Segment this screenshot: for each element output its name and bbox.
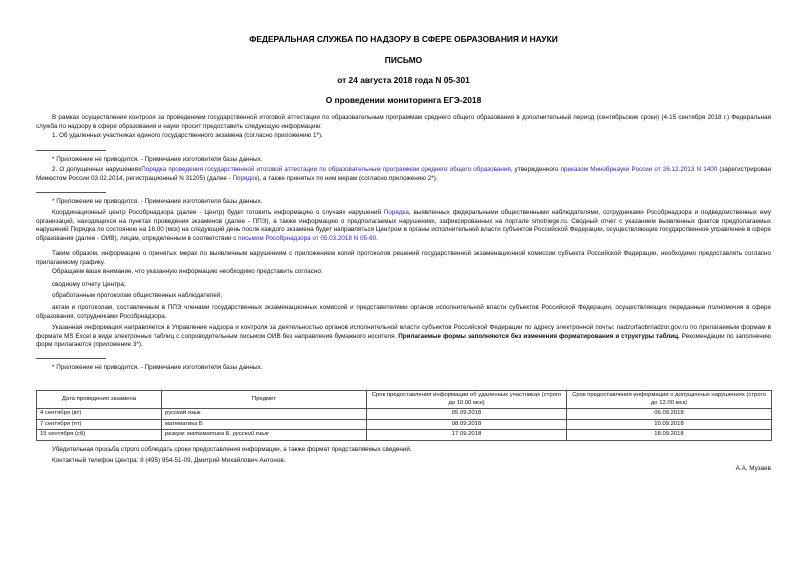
list-item: обработанным протоколам общественных наблюдателей; bbox=[52, 292, 223, 299]
cell-removed-deadline: 17.09.2018 bbox=[367, 430, 567, 441]
cell-violations-deadline: 18.09.2018 bbox=[567, 430, 772, 441]
footnote-2: * Приложение не приводится. - Примечание изготовителя базы данных. bbox=[52, 198, 263, 205]
doc-type: ПИСЬМО bbox=[384, 55, 423, 65]
contact-paragraph: Контактный телефон Центра: 8 (495) 954-51-09, Дмитрий Михайлович Антонов. bbox=[52, 457, 286, 464]
footnote-divider bbox=[36, 358, 106, 359]
table-row bbox=[37, 409, 772, 420]
table-row bbox=[37, 430, 772, 441]
list-item: актам и протоколам, составленным в ППЭ членами государственных экзаменационных комиссий и представителями органов исполнительной власти субъектов Российской Федерации, осуществляющих переданные полномочия в сфере образования, сотрудниками Рособрнадзора. bbox=[36, 304, 771, 320]
item-1: 1. Об удаленных участниках единого государственного экзамена (согласно приложению 1*). bbox=[52, 132, 323, 139]
table-header-row bbox=[37, 391, 772, 409]
attention-paragraph: Обращаем ваше внимание, что указанную информацию необходимо представить согласно: bbox=[52, 268, 323, 275]
doc-subject: О проведении мониторинга ЕГЭ-2018 bbox=[325, 95, 482, 105]
agency-title: ФЕДЕРАЛЬНАЯ СЛУЖБА ПО НАДЗОРУ В СФЕРЕ ОБРАЗОВАНИЯ И НАУКИ bbox=[249, 34, 558, 44]
list-item: сводному отчету Центра; bbox=[52, 281, 126, 288]
item-2-paragraph bbox=[36, 166, 771, 183]
header-exam-date: Дата проведения экзамена bbox=[37, 391, 162, 409]
cell-removed-deadline: 05.09.2018 bbox=[367, 409, 567, 420]
coordination-text-b: , выявленных федеральными общественными наблюдателями, сотрудниками Рособрнадзора и подведомственных ему организаций, находящихся на пунктах проведения экзаменов (далее - ППЭ), а также информацию о предполагаемых нарушениях, зафиксированных на портале smotriege.ru. Сводный отчет с указанием выявленных фактов предполагаемых нарушений Порядка по состоянию на 16.00 (мск) на следующий день после каждого экзамена будет направляться Центром в органы исполнительной власти субъектов Российской Федерации, осуществляющие государственное управление в сфере образования (далее - ОИВ), лицам, определенным в соответствии с bbox=[36, 209, 771, 242]
cell-subject: русский язык bbox=[162, 409, 367, 420]
footnote-divider bbox=[36, 192, 106, 193]
footnote-3: * Приложение не приводится. - Примечание изготовителя базы данных. bbox=[52, 364, 263, 371]
cell-subject: резерв: математика Б, русский язык bbox=[162, 430, 367, 441]
send-text-c: Рекомендации по заполнению форм прилагаются (приложение 3*). bbox=[36, 332, 772, 349]
send-info-paragraph bbox=[36, 324, 771, 350]
doc-date-number: от 24 августа 2018 года N 05-301 bbox=[337, 75, 470, 85]
cell-violations-deadline: 10.09.2018 bbox=[567, 419, 772, 430]
coordination-text-a: Координационный центр Рособрнадзора (далее - Центр) будет готовить информацию о случаях нарушений bbox=[52, 209, 384, 216]
item-2-text-d: ), а также принятых по ним мерам (согласно приложению 2*). bbox=[257, 174, 438, 182]
schedule-table bbox=[36, 390, 772, 441]
header-removed-deadline: Срок предоставления информации об удаленных участниках (строго до 10.00 мск) bbox=[367, 391, 567, 409]
item-2-text-b: , утвержденного bbox=[510, 166, 559, 173]
cell-removed-deadline: 08.09.2018 bbox=[367, 419, 567, 430]
header-violations-deadline: Срок предоставления информации о допущенных нарушениях (строго до 12.00 мск) bbox=[567, 391, 772, 409]
poryadok-short-link[interactable]: Порядок bbox=[232, 174, 258, 182]
footnote-divider bbox=[36, 150, 106, 151]
prikaz-link[interactable]: приказом Минобрнауки России от 26.12.2013 N 1400 bbox=[560, 166, 718, 173]
cell-exam-date: 15 сентября (сб) bbox=[37, 430, 162, 441]
footnote-1: * Приложение не приводится. - Примечание изготовителя базы данных. bbox=[52, 156, 263, 163]
rosobrnadzor-letter-link[interactable]: письмом Рособрнадзора от 05.03.2018 N 05-60 bbox=[238, 234, 377, 242]
request-paragraph: Убедительная просьба строго соблюдать сроки предоставления информации, а также формат представляемых сведений. bbox=[52, 446, 412, 453]
intro-paragraph: В рамках осуществления контроля за проведением государственной итоговой аттестации по образовательным программам среднего общего образования в дополнительный период (сентябрьские сроки) (4-15 сентября 2018 г.) Федеральная служба по надзору в сфере образования и науки просит предоставить следующую информацию: bbox=[36, 114, 771, 130]
coordination-poryadok-link[interactable]: Порядка bbox=[383, 209, 409, 216]
cell-subject: математика Б bbox=[162, 419, 367, 430]
item-2-text-c: (зарегистрирован Минюстом России 03.02.2014, регистрационный N 31205) (далее - bbox=[36, 166, 771, 182]
signature: А.А. Музаев bbox=[735, 465, 771, 472]
item-2-text-a: 2. О допущенных нарушениях bbox=[52, 166, 142, 173]
poryadok-link[interactable]: Порядка проведения государственной итоговой аттестации по образовательным программам среднего общего образования bbox=[141, 166, 511, 173]
cell-exam-date: 4 сентября (вт) bbox=[37, 409, 162, 420]
table-row bbox=[37, 419, 772, 430]
coordination-text-c: . bbox=[376, 234, 378, 242]
header-subject: Предмет bbox=[162, 391, 367, 409]
send-text-bold: Прилагаемые формы заполняются без изменения форматирования и структуры таблиц. bbox=[398, 332, 680, 340]
send-text-a: Указанная информация направляется в Управление надзора и контроля за деятельностью органов исполнительной власти субъектов Российской Федерации по адресу электронной почты: nadzorfaobrnadzor.gov.ru по прилагаемым формам в формате MS Excel в виде электронных таблиц с сопроводительным письмом ОИВ без направления бумажного носителя. bbox=[36, 324, 771, 340]
coordination-paragraph bbox=[36, 209, 771, 243]
cell-violations-deadline: 06.09.2018 bbox=[567, 409, 772, 420]
document-page bbox=[36, 0, 771, 571]
cell-exam-date: 7 сентября (пт) bbox=[37, 419, 162, 430]
measures-paragraph: Таким образом, информацию о принятых мерах по выявленным нарушениям с приложением копий протоколов решений государственной экзаменационной комиссии субъекта Российской Федерации, необходимо предоставлять согласно прилагаемому графику. bbox=[36, 250, 771, 266]
